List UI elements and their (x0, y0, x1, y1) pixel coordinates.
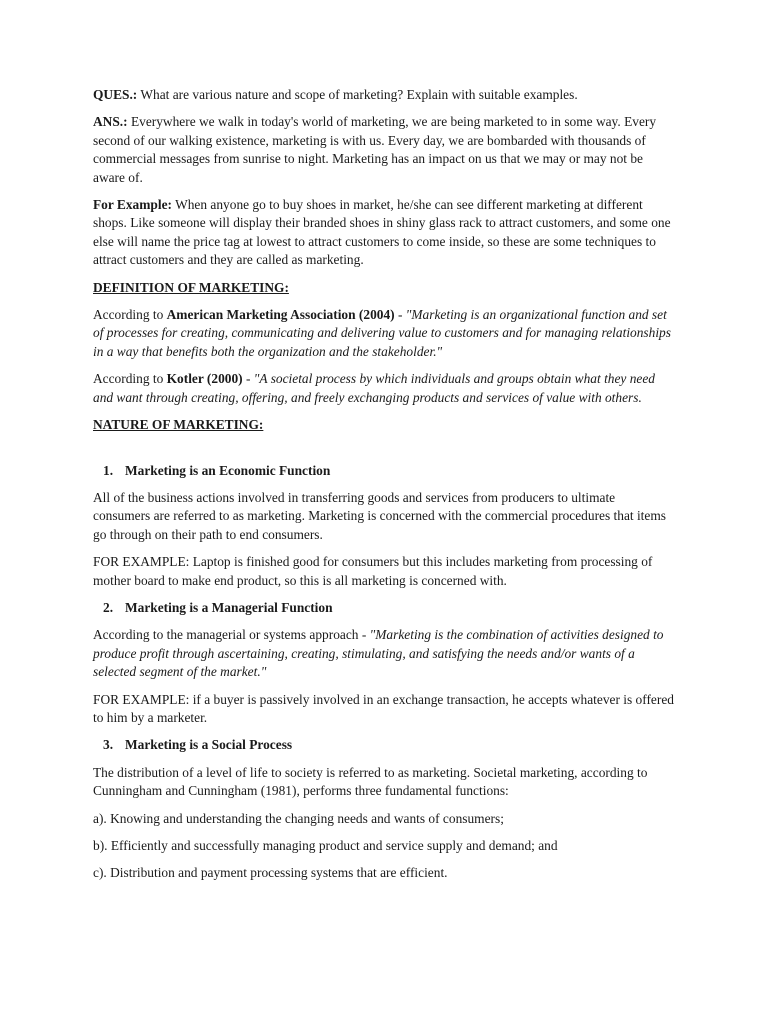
ama-prefix: According to (93, 307, 167, 323)
question-text: What are various nature and scope of marketing? Explain with suitable examples. (137, 87, 578, 102)
answer-paragraph (93, 113, 675, 187)
answer-text: Everywhere we walk in today's world of marketing, we are being marketed to in some way. Every second of our walking existence, marketing is with us. Every day, we are bombarded with thousands of commercial messages from sunrise to night. Marketing has an impact on us that we may or may not be aware of. (93, 114, 657, 185)
nature-item-1-heading: Marketing is an Economic Function (125, 462, 331, 478)
nature-item-3-title (93, 736, 675, 754)
ama-source: American Marketing Association (2004) (166, 307, 395, 323)
ama-quote: "Marketing is an organizational function and set of processes for creating, communicating and delivering value to customers and for managing relationships in a way that benefits both the organization and the stakeholder." (93, 307, 671, 359)
nature-item-2-example: FOR EXAMPLE: if a buyer is passively involved in an exchange transaction, he accepts whatever is offered to him by a marketer. (93, 691, 674, 725)
kotler-source: Kotler (2000) (166, 371, 243, 387)
nature-item-1-number: 1. (103, 462, 114, 478)
ama-dash: - (394, 307, 406, 323)
nature-item-2-prefix: According to the managerial or systems approach - (93, 627, 370, 643)
kotler-definition (93, 370, 675, 407)
document-page (93, 86, 675, 892)
nature-item-3-point-b: b). Efficiently and successfully managing product and service supply and demand; and (93, 838, 558, 853)
kotler-prefix: According to (93, 371, 167, 387)
nature-item-2-title (93, 599, 675, 617)
nature-item-1-title (93, 462, 675, 480)
nature-item-2-number: 2. (103, 599, 114, 615)
nature-heading: NATURE OF MARKETING: (93, 417, 264, 433)
definition-heading: DEFINITION OF MARKETING: (93, 279, 289, 295)
nature-item-1-example: FOR EXAMPLE: Laptop is finished good for consumers but this includes marketing from processing of mother board to make end product, so this is all marketing is concerned with. (93, 554, 653, 588)
nature-item-1-body: All of the business actions involved in transferring goods and services from producers to ultimate consumers are referred to as marketing. Marketing is concerned with the commercial procedures that items go through on their path to end consumers. (93, 489, 666, 542)
nature-item-2-body (93, 626, 675, 681)
kotler-quote: "A societal process by which individuals and groups obtain what they need and want through creating, offering, and freely exchanging products and services of value with others. (93, 371, 656, 405)
nature-item-3-heading: Marketing is a Social Process (125, 737, 293, 753)
example-paragraph (93, 196, 675, 270)
example-text: When anyone go to buy shoes in market, he/she can see different marketing at different shops. Like someone will display their branded shoes in shiny glass rack to attract customers, and some one else will name the price tag at lowest to attract customers to come inside, so these are some techniques to attract customers and they are called as marketing. (93, 197, 671, 268)
nature-item-2-heading: Marketing is a Managerial Function (125, 599, 333, 615)
nature-item-3-point-a: a). Knowing and understanding the changing needs and wants of consumers; (93, 810, 504, 826)
ama-definition (93, 306, 675, 361)
kotler-dash: - (242, 371, 254, 387)
nature-item-3-number: 3. (103, 737, 114, 753)
section-spacer (93, 444, 675, 462)
nature-item-3-point-c: c). Distribution and payment processing systems that are efficient. (93, 865, 448, 881)
question-label: QUES.: (93, 87, 138, 102)
answer-label: ANS.: (93, 114, 128, 130)
question-paragraph (93, 86, 675, 104)
nature-item-3-body: The distribution of a level of life to society is referred to as marketing. Societal marketing, according to Cunningham and Cunningham (1981), performs three fundamental functions: (93, 764, 648, 799)
nature-item-2-quote: "Marketing is the combination of activities designed to produce profit through ascertaining, creating, stimulating, and satisfying the needs and/or wants of a selected segment of the market." (93, 627, 664, 680)
example-label: For Example: (93, 197, 172, 213)
